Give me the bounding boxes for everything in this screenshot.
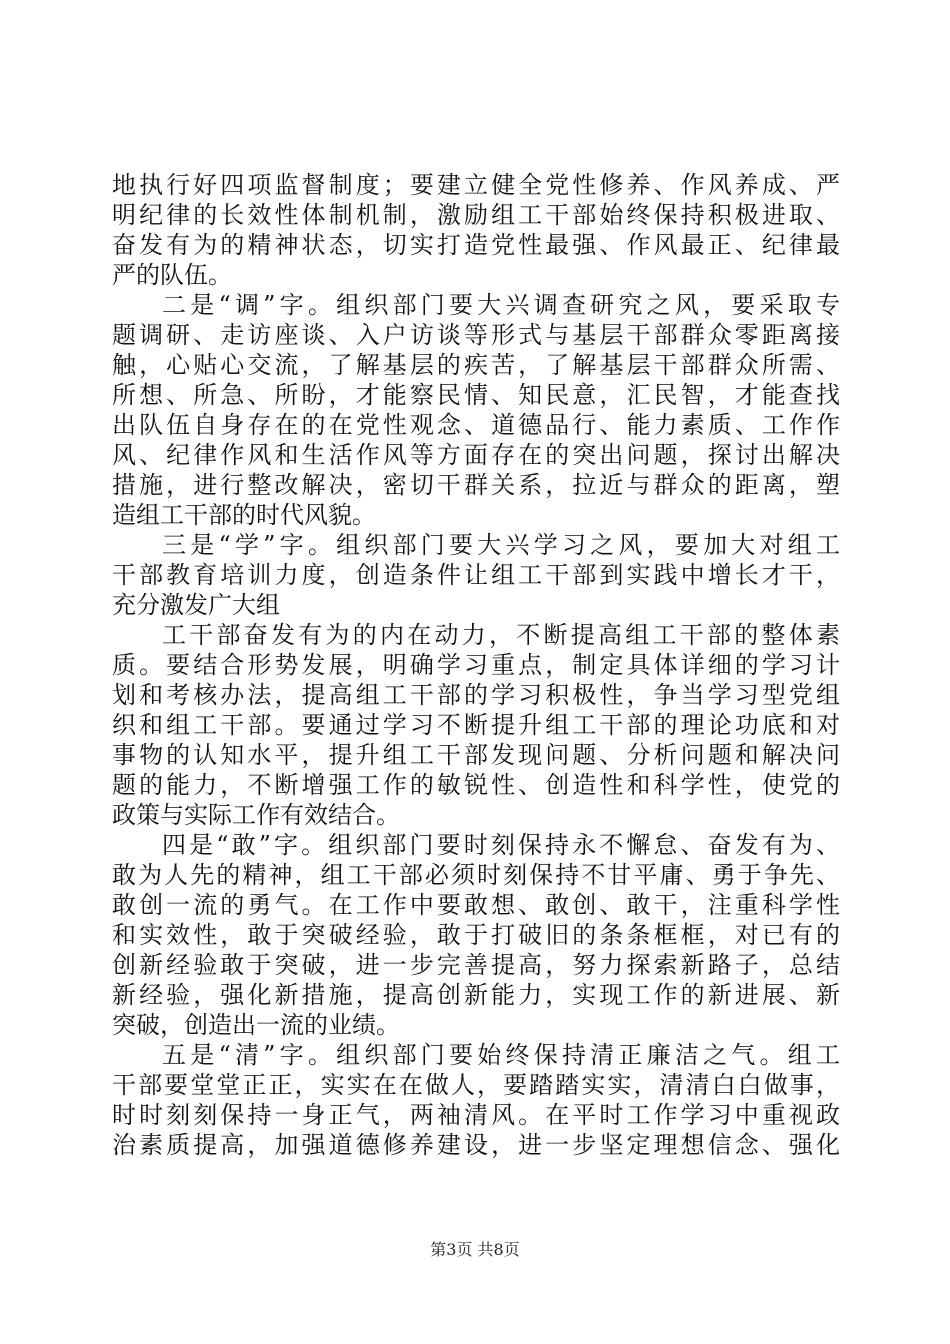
- text-line: 划和考核办法，提高组工干部的学习积极性，争当学习型党组: [112, 681, 840, 709]
- paragraph: [112, 620, 840, 830]
- text-line: 突破，创造出一流的业绩。: [112, 1011, 400, 1039]
- text-line: 敢为人先的精神，组工干部必须时刻保持不甘平庸、勇于争先、: [112, 861, 840, 889]
- paragraph: [112, 830, 840, 1040]
- text-line: 风、纪律作风和生活作风等方面存在的突出问题，探讨出解决: [112, 441, 840, 469]
- text-line: 政策与实际工作有效结合。: [112, 801, 400, 829]
- page-number-footer: 第3页 共8页: [430, 1240, 520, 1259]
- document-body: [112, 170, 840, 1160]
- text-line: 奋发有为的精神状态，切实打造党性最强、作风最正、纪律最: [112, 231, 840, 259]
- text-line: 措施，进行整改解决，密切干群关系，拉近与群众的距离，塑: [112, 471, 840, 499]
- text-line: 敢创一流的勇气。在工作中要敢想、敢创、敢干，注重科学性: [112, 891, 840, 919]
- text-line: 时时刻刻保持一身正气，两袖清风。在平时工作学习中重视政: [112, 1101, 840, 1129]
- text-line: 二是“调”字。组织部门要大兴调查研究之风，要采取专: [162, 291, 840, 319]
- text-line: 新经验，强化新措施，提高创新能力，实现工作的新进展、新: [112, 981, 840, 1009]
- text-line: 干部教育培训力度，创造条件让组工干部到实践中增长才干，: [112, 561, 840, 589]
- text-line: 出队伍自身存在的在党性观念、道德品行、能力素质、工作作: [112, 411, 840, 439]
- text-line: 五是“清”字。组织部门要始终保持清正廉洁之气。组工: [162, 1041, 840, 1069]
- text-line: 四是“敢”字。组织部门要时刻保持永不懈怠、奋发有为、: [162, 831, 840, 859]
- text-line: 干部要堂堂正正，实实在在做人，要踏踏实实，清清白白做事，: [112, 1071, 840, 1099]
- paragraph: [112, 290, 840, 530]
- text-line: 创新经验敢于突破，进一步完善提高，努力探索新路子，总结: [112, 951, 840, 979]
- text-line: 地执行好四项监督制度；要建立健全党性修养、作风养成、严: [112, 171, 840, 199]
- text-line: 质。要结合形势发展，明确学习重点，制定具体详细的学习计: [112, 651, 840, 679]
- text-line: 明纪律的长效性体制机制，激励组工干部始终保持积极进取、: [112, 201, 840, 229]
- paragraph: [112, 530, 840, 620]
- text-line: 触，心贴心交流，了解基层的疾苦，了解基层干部群众所需、: [112, 351, 840, 379]
- paragraph: [112, 1040, 840, 1160]
- text-line: 治素质提高，加强道德修养建设，进一步坚定理想信念、强化: [112, 1131, 840, 1159]
- text-line: 造组工干部的时代风貌。: [112, 501, 376, 529]
- text-line: 所想、所急、所盼，才能察民情、知民意，汇民智，才能查找: [112, 381, 840, 409]
- text-line: 充分激发广大组: [112, 591, 280, 619]
- paragraph: [112, 170, 840, 290]
- text-line: 三是“学”字。组织部门要大兴学习之风，要加大对组工: [162, 531, 840, 559]
- text-line: 和实效性，敢于突破经验，敢于打破旧的条条框框，对已有的: [112, 921, 840, 949]
- text-line: 严的队伍。: [112, 261, 232, 289]
- text-line: 题调研、走访座谈、入户访谈等形式与基层干部群众零距离接: [112, 321, 840, 349]
- text-line: 事物的认知水平，提升组工干部发现问题、分析问题和解决问: [112, 741, 840, 769]
- text-line: 工干部奋发有为的内在动力，不断提高组工干部的整体素: [162, 621, 840, 649]
- text-line: 题的能力，不断增强工作的敏锐性、创造性和科学性，使党的: [112, 771, 840, 799]
- text-line: 织和组工干部。要通过学习不断提升组工干部的理论功底和对: [112, 711, 840, 739]
